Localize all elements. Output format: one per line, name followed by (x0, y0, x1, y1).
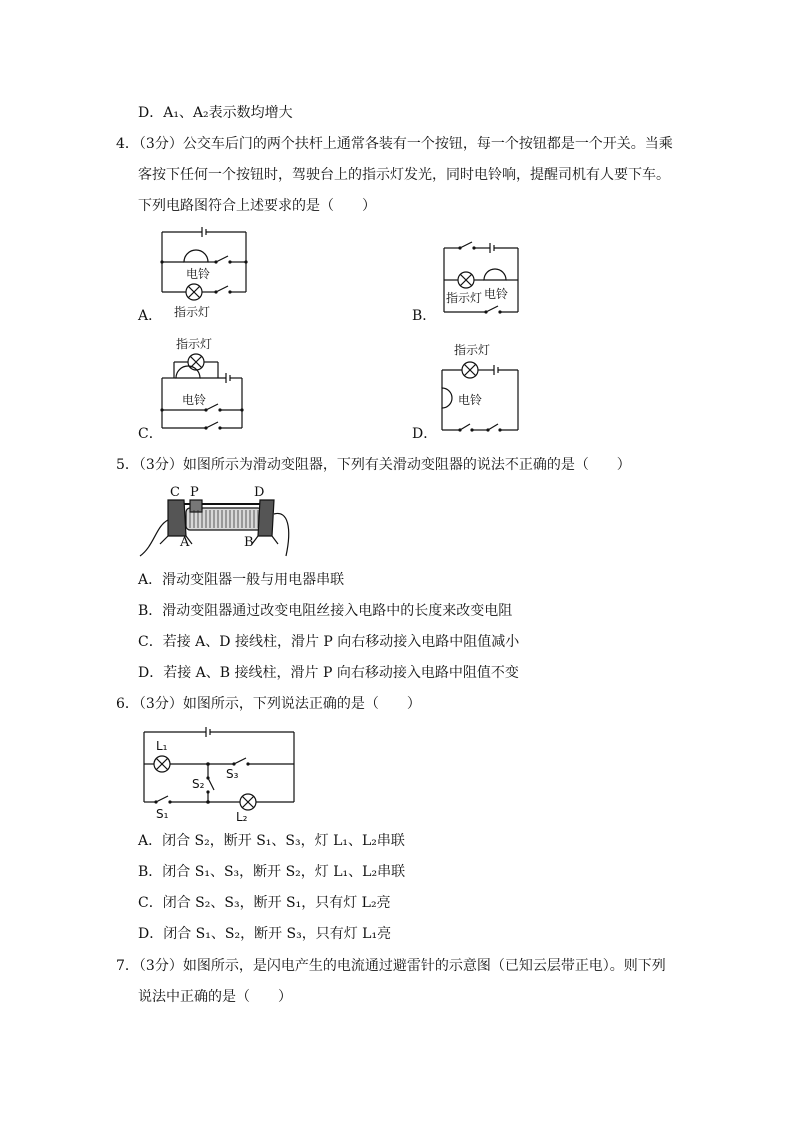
q5-label-p: P (190, 485, 199, 500)
q6-option-d: D．闭合 S₁、S₂，断开 S₃，只有灯 L₁亮 (138, 926, 392, 942)
q4b-bell-label: 电铃 (484, 287, 509, 301)
q6-option-b: B．闭合 S₁、S₃，断开 S₂，灯 L₁、L₂串联 (138, 864, 406, 880)
q5-label-a: A (180, 535, 190, 550)
q6-label-s3: S₃ (226, 767, 239, 781)
q4-option-c-label: C． (138, 426, 163, 442)
q7-stem-line-2: 说法中正确的是（ ） (138, 989, 292, 1005)
q4-circuit-c (152, 334, 252, 434)
q4-option-b-label: B． (412, 308, 437, 324)
q4-circuit-d (436, 342, 526, 436)
q4-stem-line-1: 4．（3分）公交车后门的两个扶杆上通常各装有一个按钮，每一个按钮都是一个开关。当乘 (116, 136, 673, 152)
q5-option-d: D．若接 A、B 接线柱，滑片 P 向右移动接入电路中阻值不变 (138, 665, 519, 681)
q6-option-c: C．闭合 S₂、S₃，断开 S₁，只有灯 L₂亮 (138, 895, 391, 911)
q4a-lamp-label: 指示灯 (174, 305, 211, 319)
q6-label-s2: S₂ (192, 777, 205, 791)
q4-option-d-label: D． (412, 426, 438, 442)
q5-option-c: C．若接 A、D 接线柱，滑片 P 向右移动接入电路中阻值减小 (138, 634, 520, 650)
q4-option-a-label: A． (138, 308, 163, 324)
q4b-lamp-label: 指示灯 (446, 291, 483, 305)
q4c-lamp-label: 指示灯 (176, 337, 213, 351)
q4-circuit-b (436, 236, 526, 320)
q6-label-s1: S₁ (156, 807, 169, 821)
q5-label-b: B (244, 535, 254, 550)
q4-stem-line-2: 客按下任何一个按钮时，驾驶台上的指示灯发光，同时电铃响，提醒司机有人要下车。 (138, 167, 670, 183)
q5-label-d: D (254, 485, 265, 500)
q7-stem-line-1: 7．（3分）如图所示，是闪电产生的电流通过避雷针的示意图（已知云层带正电）。则下列 (116, 958, 666, 974)
q4d-lamp-label: 指示灯 (454, 343, 491, 357)
q6-stem: 6．（3分）如图所示，下列说法正确的是（ ） (116, 696, 421, 712)
q6-label-l2: L₂ (236, 810, 248, 822)
q4-circuit-a (152, 222, 262, 320)
q3-option-d: D．A₁、A₂表示数均增大 (138, 105, 293, 121)
q4-stem-line-3: 下列电路图符合上述要求的是（ ） (138, 198, 376, 214)
q4c-bell-label: 电铃 (182, 393, 207, 407)
q6-circuit-figure (138, 722, 302, 822)
q5-stem: 5．（3分）如图所示为滑动变阻器，下列有关滑动变阻器的说法不正确的是（ ） (116, 457, 631, 473)
q5-rheostat-figure (138, 480, 298, 562)
q6-label-l1: L₁ (156, 739, 168, 753)
q5-option-b: B．滑动变阻器通过改变电阻丝接入电路中的长度来改变电阻 (138, 603, 513, 619)
q5-option-a: A．滑动变阻器一般与用电器串联 (138, 572, 345, 588)
q6-option-a: A．闭合 S₂，断开 S₁、S₃，灯 L₁、L₂串联 (138, 833, 405, 849)
q4a-bell-label: 电铃 (186, 267, 211, 281)
q4d-bell-label: 电铃 (458, 393, 483, 407)
q5-label-c: C (170, 485, 180, 500)
